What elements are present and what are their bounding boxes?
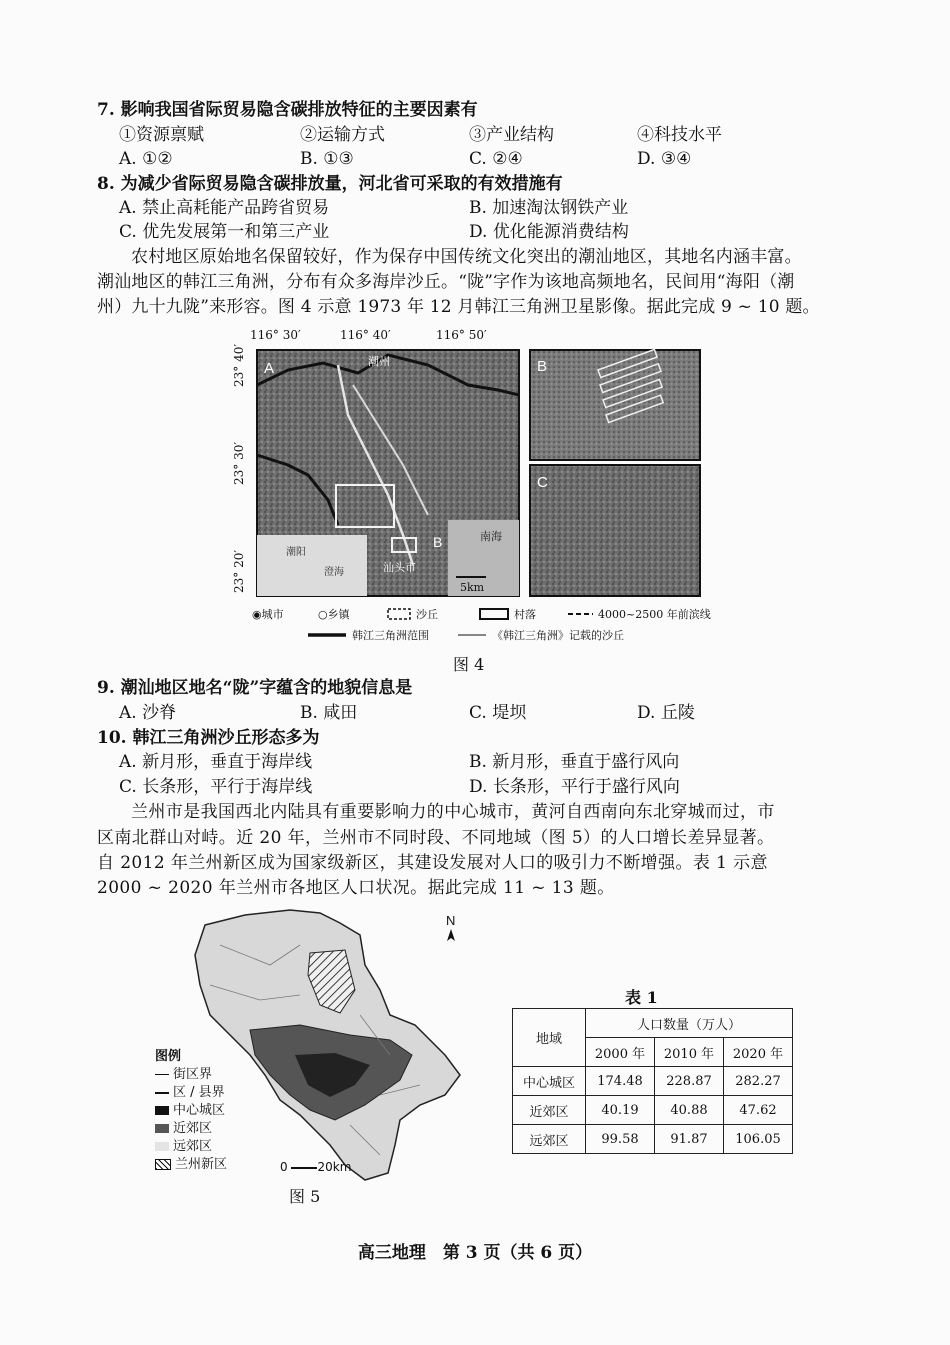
table-year: 2010 年 [655,1038,724,1067]
fig5-legend [155,1048,227,1174]
map-label: 潮阳 [286,547,306,558]
fig5-legend-title: 图例 [155,1049,182,1064]
table-year: 2000 年 [586,1038,655,1067]
map-label: 澄海 [324,567,344,578]
table-row: 近郊区 40.19 40.88 47.62 [513,1096,793,1125]
q9-choice: C. 堤坝 [469,703,527,723]
panel-label: B [433,534,443,550]
figure-4-caption: 图 4 [453,655,485,674]
lat-label: 23° 30′ [232,441,246,485]
q9-choice: B. 咸田 [300,703,358,723]
north-arrow-icon [447,929,455,941]
page-footer: 高三地理 第 3 页（共 6 页） [357,1243,593,1263]
table-1 [512,1008,793,1154]
legend-item: ○乡镇 [318,608,350,621]
north-label: N [446,913,456,928]
table-corner: 地域 [513,1009,586,1067]
fig5-scale-zero: 0 [280,1160,288,1174]
panel-label: B [537,358,548,375]
fig5-legend-item: 街区界 [155,1066,227,1084]
map-label: 南海 [480,530,502,543]
lon-label: 116° 50′ [436,328,487,342]
q10-choice: C. 长条形，平行于海岸线 [119,777,313,797]
q8-choice: C. 优先发展第一和第三产业 [119,222,330,242]
figure-4 [228,325,720,645]
figure-5-caption: 图 5 [289,1187,321,1206]
fig5-legend-item: 近郊区 [155,1120,227,1138]
lon-label: 116° 40′ [340,328,391,342]
q8-choice: D. 优化能源消费结构 [469,222,629,242]
passage1-line: 潮汕地区的韩江三角洲，分布有众多海岸沙丘。“陇”字作为该地高频地名，民间用“海阳（潮 [97,272,795,292]
lat-label: 23° 20′ [232,549,246,593]
q7-item: ④科技水平 [637,125,722,145]
q10-stem: 10. 韩江三角洲沙丘形态多为 [97,728,320,748]
map-label: 汕头市 [383,561,416,574]
legend-item: 韩江三角洲范围 [352,629,429,642]
q7-item: ②运输方式 [300,125,385,145]
q9-stem: 9. 潮汕地区地名“陇”字蕴含的地貌信息是 [97,678,413,698]
q10-choice: D. 长条形，平行于盛行风向 [469,777,680,797]
passage2-line: 2000 ~ 2020 年兰州市各地区人口状况。据此完成 11 ~ 13 题。 [97,878,615,898]
map-label: 潮州 [368,355,390,368]
q9-choice: A. 沙脊 [119,703,177,723]
q9-choice: D. 丘陵 [637,703,695,723]
fig5-legend-item: 中心城区 [155,1102,227,1120]
q7-stem: 7. 影响我国省际贸易隐含碳排放特征的主要因素有 [97,100,478,120]
lon-label: 116° 30′ [250,328,301,342]
q10-choice: A. 新月形，垂直于海岸线 [119,752,313,772]
figure-4-map [228,325,720,645]
table-row: 中心城区 174.48 228.87 282.27 [513,1067,793,1096]
passage2-line: 自 2012 年兰州新区成为国家级新区，其建设发展对人口的吸引力不断增强。表 1 示意 [97,853,768,873]
legend-item: ◉城市 [252,608,284,621]
q7-choice: D. ③④ [637,149,692,169]
panel-b [530,350,700,460]
lat-label: 23° 40′ [232,343,246,387]
legend-item: 沙丘 [416,608,438,621]
q10-choice: B. 新月形，垂直于盛行风向 [469,752,680,772]
panel-c [530,465,700,596]
fig5-legend-item: 远郊区 [155,1138,227,1156]
passage2-line: 兰州市是我国西北内陆具有重要影响力的中心城市，黄河自西南向东北穿城而过，市 [131,802,775,822]
q8-choice: B. 加速淘汰钢铁产业 [469,198,629,218]
q7-choice: B. ①③ [300,149,354,169]
q7-choice: C. ②④ [469,149,523,169]
table1-title: 表 1 [625,988,658,1007]
passage1-line: 农村地区原始地名保留较好，作为保存中国传统文化突出的潮汕地区，其地名内涵丰富。 [131,247,802,267]
table-row: 远郊区 99.58 91.87 106.05 [513,1125,793,1154]
passage1-line: 州）九十九陇”来形容。图 4 示意 1973 年 12 月韩江三角洲卫星影像。据此完成 9 ~ 10 题。 [97,297,820,317]
q7-choice: A. ①② [119,149,173,169]
fig5-legend-item: 兰州新区 [155,1156,227,1174]
table-year: 2020 年 [724,1038,793,1067]
q8-choice: A. 禁止高耗能产品跨省贸易 [119,198,330,218]
legend-item: 《韩江三角洲》记载的沙丘 [492,629,624,642]
fig5-scale: 0 20km [280,1160,352,1174]
q7-item: ①资源禀赋 [119,125,204,145]
passage2-line: 区南北群山对峙。近 20 年，兰州市不同时段、不同地域（图 5）的人口增长差异显著。 [97,828,775,848]
q7-item: ③产业结构 [469,125,554,145]
fig5-legend-item: 区 / 县界 [155,1084,227,1102]
table-group-header: 人口数量（万人） [586,1009,793,1038]
scale-label: 5km [460,581,485,594]
panel-label: C [537,474,548,491]
legend-item: 村落 [514,608,536,621]
legend-item: 4000~2500 年前滨线 [598,608,711,621]
panel-label: A [264,360,275,377]
q8-stem: 8. 为减少省际贸易隐含碳排放量，河北省可采取的有效措施有 [97,174,563,194]
